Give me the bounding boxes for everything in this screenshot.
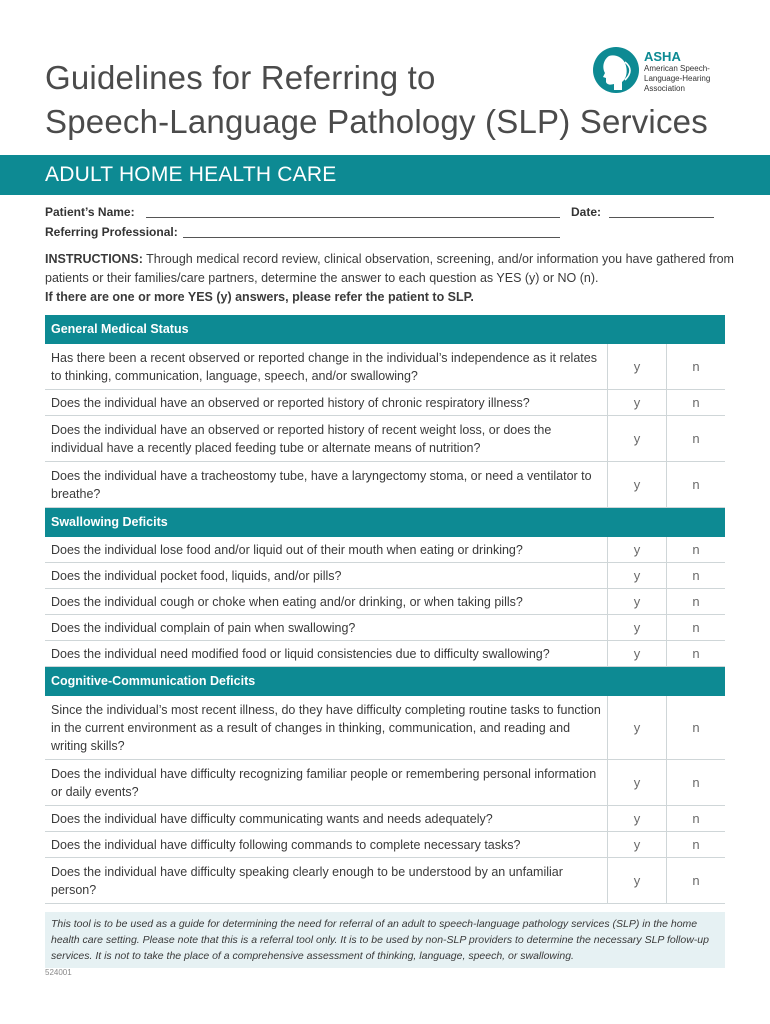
question-text: Does the individual lose food and/or liquid out of their mouth when eating or drinking? (51, 542, 523, 557)
question-text: Does the individual complain of pain when swallowing? (51, 620, 356, 635)
no-option[interactable]: n (666, 858, 725, 903)
document-code: 524001 (45, 968, 72, 977)
question-text: Does the individual pocket food, liquids, and/or pills? (51, 568, 342, 583)
no-option[interactable]: n (666, 344, 725, 389)
instructions (45, 250, 735, 307)
yes-option[interactable]: y (607, 806, 666, 831)
date-field[interactable] (609, 217, 714, 218)
question-row (45, 390, 725, 416)
no-option[interactable]: n (666, 641, 725, 666)
no-option[interactable]: n (666, 806, 725, 831)
yes-option[interactable]: y (607, 589, 666, 614)
patient-name-field[interactable] (146, 217, 560, 218)
yes-option[interactable]: y (607, 832, 666, 857)
question-text: Does the individual cough or choke when eating and/or drinking, or when taking pills? (51, 594, 523, 609)
question-row (45, 462, 725, 508)
section-general-medical-status: General Medical Status (45, 315, 725, 344)
question-row (45, 760, 725, 806)
footnote-disclaimer: This tool is to be used as a guide for determining the need for referral of an adult to speech-language pathology services (SLP) in the home health care setting. Please note that this is a referral tool only. It is to be used by non-SLP providers to determine the necessary SLP follow-up services. It is not to take the place of a comprehensive assessment of thinking, language, speech, or swallowing. (45, 912, 725, 968)
section-swallowing-deficits: Swallowing Deficits (45, 508, 725, 537)
category-banner: ADULT HOME HEALTH CARE (0, 155, 770, 195)
question-text: Does the individual have an observed or reported history of recent weight loss, or does the individual have a recently placed feeding tube or alternate means of nutrition? (51, 422, 552, 455)
no-option[interactable]: n (666, 615, 725, 640)
referral-checklist (45, 315, 725, 904)
logo-abbreviation: ASHA (644, 49, 681, 64)
question-text: Does the individual have a tracheostomy tube, have a laryngectomy stoma, or need a ventilator to breathe? (51, 468, 592, 501)
question-row (45, 696, 725, 760)
no-option[interactable]: n (666, 462, 725, 507)
question-text: Does the individual have difficulty communicating wants and needs adequately? (51, 811, 493, 826)
no-option[interactable]: n (666, 696, 725, 759)
question-text: Has there been a recent observed or reported change in the individual’s independence as it relates to thinking, communication, language, speech, and/or swallowing? (51, 350, 597, 383)
yes-option[interactable]: y (607, 858, 666, 903)
question-row (45, 344, 725, 390)
question-row (45, 563, 725, 589)
no-option[interactable]: n (666, 589, 725, 614)
yes-option[interactable]: y (607, 615, 666, 640)
question-row (45, 615, 725, 641)
title-line-2: Speech-Language Pathology (SLP) Services (45, 103, 708, 140)
section-cognitive-communication-deficits: Cognitive-Communication Deficits (45, 667, 725, 696)
referring-professional-label: Referring Professional: (45, 225, 178, 239)
no-option[interactable]: n (666, 760, 725, 805)
yes-option[interactable]: y (607, 344, 666, 389)
question-row (45, 806, 725, 832)
yes-option[interactable]: y (607, 390, 666, 415)
question-row (45, 416, 725, 462)
question-text: Does the individual have difficulty speaking clearly enough to be understood by an unfamiliar person? (51, 864, 563, 897)
instructions-label: INSTRUCTIONS: (45, 252, 143, 266)
instructions-body: Through medical record review, clinical observation, screening, and/or information you have gathered from patients or their families/care partners, determine the answer to each question as YES (y) or NO (n). (45, 252, 734, 285)
question-row (45, 832, 725, 858)
no-option[interactable]: n (666, 416, 725, 461)
referring-professional-field[interactable] (183, 237, 560, 238)
yes-option[interactable]: y (607, 537, 666, 562)
yes-option[interactable]: y (607, 641, 666, 666)
no-option[interactable]: n (666, 563, 725, 588)
instructions-emphasis: If there are one or more YES (y) answers, please refer the patient to SLP. (45, 290, 474, 304)
asha-logo (592, 46, 732, 98)
question-text: Does the individual have difficulty following commands to complete necessary tasks? (51, 837, 521, 852)
question-text: Does the individual have difficulty recognizing familiar people or remembering personal information or daily events? (51, 766, 597, 799)
title-line-1: Guidelines for Referring to (45, 59, 436, 96)
no-option[interactable]: n (666, 537, 725, 562)
question-row (45, 641, 725, 667)
patient-name-label: Patient’s Name: (45, 205, 135, 219)
yes-option[interactable]: y (607, 462, 666, 507)
question-text: Does the individual have an observed or reported history of chronic respiratory illness? (51, 395, 530, 410)
date-label: Date: (571, 205, 602, 219)
question-row (45, 537, 725, 563)
yes-option[interactable]: y (607, 416, 666, 461)
no-option[interactable]: n (666, 390, 725, 415)
question-text: Since the individual’s most recent illness, do they have difficulty completing routine tasks to function in the current environment as a result of changes in thinking, communication, and reading and writing skills? (51, 702, 601, 753)
question-row (45, 858, 725, 904)
yes-option[interactable]: y (607, 760, 666, 805)
no-option[interactable]: n (666, 832, 725, 857)
asha-profile-icon (592, 46, 640, 94)
yes-option[interactable]: y (607, 696, 666, 759)
question-row (45, 589, 725, 615)
question-text: Does the individual need modified food or liquid consistencies due to difficulty swallowing? (51, 646, 550, 661)
yes-option[interactable]: y (607, 563, 666, 588)
logo-full-name: American Speech-Language-Hearing Association (644, 64, 711, 93)
